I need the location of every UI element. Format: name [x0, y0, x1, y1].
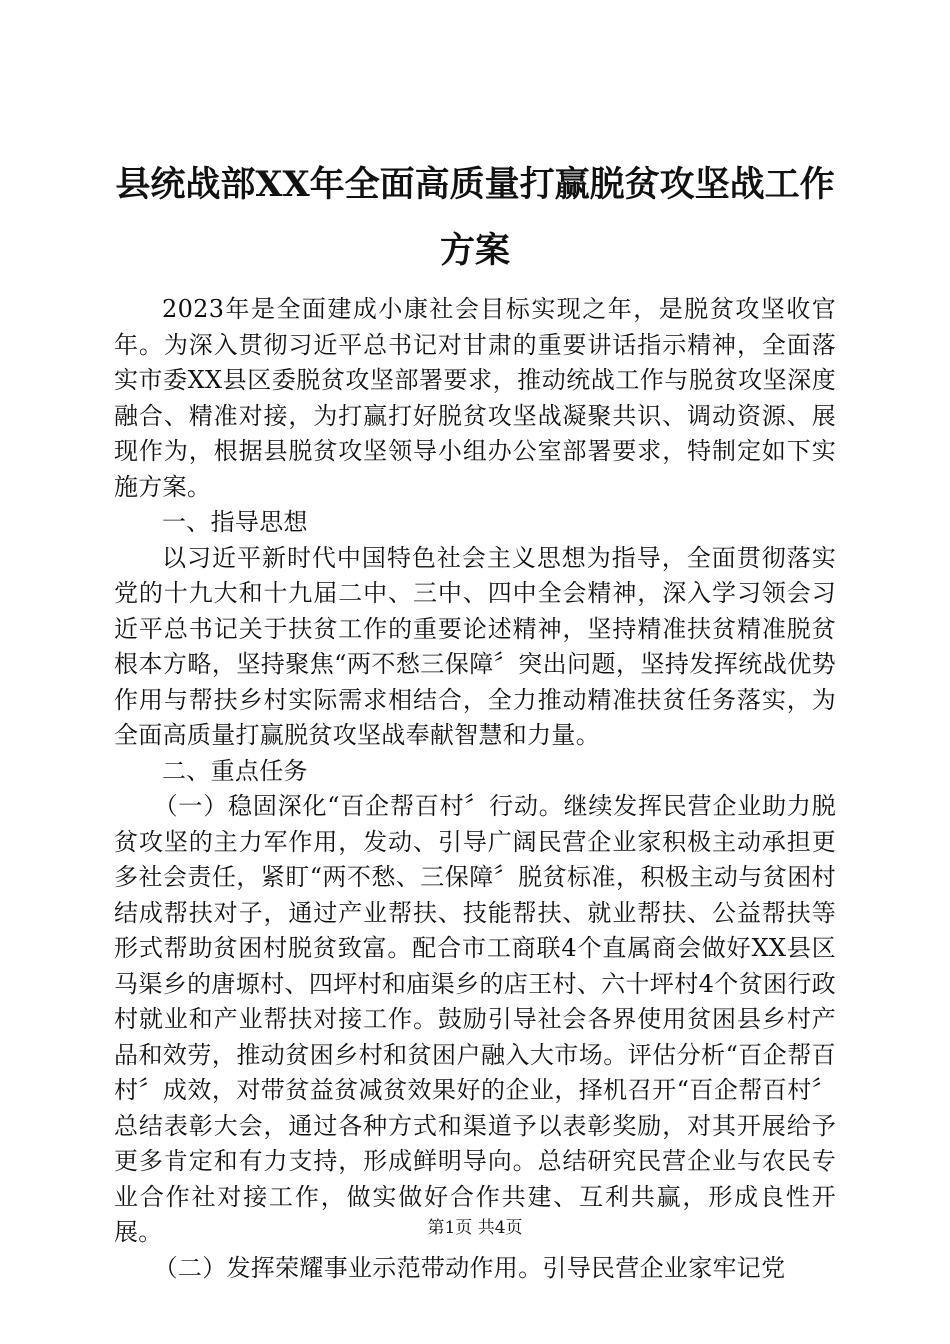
section-heading-key-tasks: 二、重点任务	[162, 756, 308, 785]
key-task-2-paragraph: （二）发挥荣耀事业示范带动作用。引导民营企业家牢记党	[153, 1253, 786, 1282]
page-number-footer: 第1页 共4页	[427, 1218, 523, 1238]
document-body	[114, 292, 836, 1286]
section-heading-guiding-ideology: 一、指导思想	[162, 508, 308, 536]
document-title: 县统战部XX年全面高质量打赢脱贫攻坚战工作方案	[115, 164, 835, 271]
guiding-ideology-paragraph: 以习近平新时代中国特色社会主义思想为指导，全面贯彻落实党的十九大和十九届二中、三中、四中全会精神，深入学习领会习近平总书记关于扶贫工作的重要论述精神，坚持精准扶贫精准脱贫根本方略，坚持聚焦“两不愁三保障〞突出问题，坚持发挥统战优势作用与帮扶乡村实际需求相结合，全力推动精准扶贫任务落实，为全面高质量打赢脱贫攻坚战奉献智慧和力量。	[114, 543, 836, 749]
intro-paragraph: 2023年是全面建成小康社会目标实现之年，是脱贫攻坚收官年。为深入贯彻习近平总书记对甘肃的重要讲话指示精神，全面落实市委XX县区委脱贫攻坚部署要求，推动统战工作与脱贫攻坚深度融合、精准对接，为打赢打好脱贫攻坚战凝聚共识、调动资源、展现作为，根据县脱贫攻坚领导小组办公室部署要求，特制定如下实施方案。	[114, 295, 836, 501]
key-task-1-paragraph: （一）稳固深化“百企帮百村〞行动。继续发挥民营企业助力脱贫攻坚的主力军作用，发动、引导广阔民营企业家积极主动承担更多社会责任，紧盯“两不愁、三保障〞脱贫标准，积极主动与贫困村结成帮扶对子，通过产业帮扶、技能帮扶、就业帮扶、公益帮扶等形式帮助贫困村脱贫致富。配合市工商联4个直属商会做好XX县区马渠乡的唐塬村、四坪村和庙渠乡的店王村、六十坪村4个贫困行政村就业和产业帮扶对接工作。鼓励引导社会各界使用贫困县乡村产品和效劳，推动贫困乡村和贫困户融入大市场。评估分析“百企帮百村〞成效，对带贫益贫减贫效果好的企业，择机召开“百企帮百村〞总结表彰大会，通过各种方式和渠道予以表彰奖励，对其开展给予更多肯定和有力支持，形成鲜明导向。总结研究民营企业与农民专业合作社对接工作，做实做好合作共建、互利共赢，形成良性开展。	[114, 792, 836, 1246]
